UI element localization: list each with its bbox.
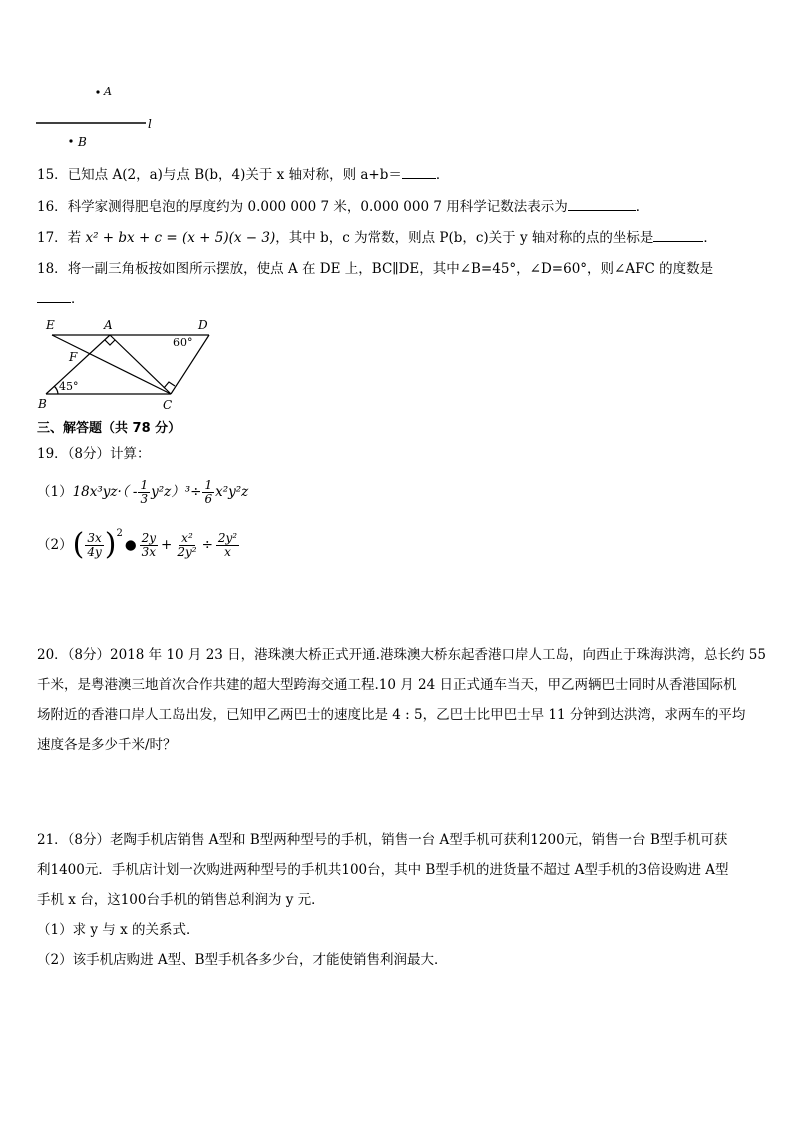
label-f: F bbox=[69, 350, 78, 364]
q19-p1-term-c: x²y²z bbox=[215, 484, 249, 500]
q15-tail: ． bbox=[435, 167, 450, 183]
q19-p1-fraction-1 bbox=[138, 479, 150, 506]
line-l-label: l bbox=[148, 117, 152, 131]
point-b-label: B bbox=[78, 135, 87, 149]
question-21 bbox=[37, 825, 759, 975]
q19-p1-label: （1） bbox=[37, 484, 73, 500]
q19-p2-plus: + bbox=[161, 537, 173, 553]
frac-num: 3x bbox=[87, 530, 102, 545]
label-angle-45: 45° bbox=[59, 380, 79, 393]
q17-equation: x² + bx + c = (x + 5)(x − 3) bbox=[85, 230, 276, 246]
point-a-label: A bbox=[104, 85, 112, 98]
question-15 bbox=[37, 165, 449, 185]
question-17 bbox=[37, 228, 717, 248]
q19-p2-fraction-4 bbox=[216, 532, 239, 559]
q15-number: 15． bbox=[37, 167, 68, 183]
q21-line-1: 21．（8分）老陶手机店销售 A型和 B型两种型号的手机，销售一台 A型手机可获利1200元，销售一台 B型手机可获 bbox=[37, 832, 728, 848]
q19-p2-dot: ● bbox=[124, 537, 137, 553]
frac-den: x bbox=[224, 544, 231, 559]
q17-number: 17． bbox=[37, 230, 68, 246]
q16-number: 16． bbox=[37, 199, 68, 215]
q19-p2-exponent: 2 bbox=[116, 528, 123, 539]
frac-den: 4y bbox=[87, 544, 102, 559]
right-angle-a bbox=[105, 340, 115, 345]
right-paren: ) bbox=[104, 527, 117, 562]
frac-num: x² bbox=[181, 530, 193, 545]
q19-p1-term-b: y²z）³÷ bbox=[151, 484, 202, 500]
label-angle-60: 60° bbox=[173, 336, 193, 349]
frac-den: 6 bbox=[204, 491, 213, 506]
q19-p2-divide: ÷ bbox=[201, 537, 213, 553]
q18-text: 将一副三角板按如图所示摆放，使点 A 在 DE 上，BC∥DE，其中∠B=45°，∠D=60°，则∠AFC 的度数是 bbox=[67, 261, 714, 277]
q21-part-1: （1）求 y 与 x 的关系式． bbox=[37, 922, 200, 938]
q21-part-2: （2）该手机店购进 A型、B型手机各多少台，才能使销售利润最大． bbox=[37, 952, 448, 968]
label-a: A bbox=[104, 318, 113, 332]
frac-num: 2y² bbox=[217, 530, 238, 545]
q18-answer-blank bbox=[37, 290, 71, 303]
q19-p1-fraction-2 bbox=[202, 479, 214, 506]
q21-line-3: 手机 x 台，这100台手机的销售总利润为 y 元． bbox=[37, 892, 325, 908]
q19-p2-fraction-3 bbox=[175, 532, 198, 559]
point-b-dot bbox=[69, 139, 72, 142]
section-3-title: 三、解答题（共 78 分） bbox=[37, 421, 182, 436]
q20-line-3: 场附近的香港口岸人工岛出发，已知甲乙两巴士的速度比是 4 : 5，乙巴士比甲巴士早 11 分钟到达洪湾，求两车的平均 bbox=[37, 707, 746, 723]
q19-p1-term-a: 18x³yz·（ - bbox=[72, 484, 138, 500]
q20-line-2: 千米，是粤港澳三地首次合作共建的超大型跨海交通工程.10 月 24 日正式通车当天，甲乙两辆巴士同时从香港国际机 bbox=[37, 677, 737, 693]
frac-num: 1 bbox=[140, 477, 149, 492]
q21-line-2: 利1400元．手机店计划一次购进两种型号的手机共100台，其中 B型手机的进货量不超过 A型手机的3倍设购进 A型 bbox=[37, 862, 729, 878]
q19-p2-fraction-2 bbox=[140, 532, 158, 559]
question-16 bbox=[37, 197, 649, 217]
question-18 bbox=[37, 259, 713, 279]
q19-part2 bbox=[37, 522, 240, 568]
point-a-dot bbox=[96, 90, 99, 93]
q19-header: 19．（8分）计算： bbox=[37, 446, 151, 462]
q15-text: 已知点 A(2，a)与点 B(b，4)关于 x 轴对称，则 a+b＝ bbox=[67, 167, 402, 183]
q16-text: 科学家测得肥皂泡的厚度约为 0.000 000 7 米，0.000 000 7 用科学记数法表示为 bbox=[67, 199, 568, 215]
q18-number: 18． bbox=[37, 261, 68, 277]
frac-num: 2y bbox=[141, 530, 157, 545]
frac-den: 2y² bbox=[177, 544, 197, 559]
points-line-svg bbox=[36, 84, 166, 154]
label-e: E bbox=[46, 318, 55, 332]
left-paren: ( bbox=[72, 527, 85, 562]
frac-den: 3 bbox=[140, 491, 149, 506]
q20-line-1: 20．（8分）2018 年 10 月 23 日，港珠澳大桥正式开通.港珠澳大桥东起香港口岸人工岛，向西止于珠海洪湾，总长约 55 bbox=[37, 647, 766, 663]
figure-points-line bbox=[36, 84, 166, 154]
angle-arc-b bbox=[54, 386, 58, 394]
q20-line-4: 速度各是多少千米/时？ bbox=[37, 737, 177, 753]
frac-num: 1 bbox=[204, 477, 213, 492]
q16-tail: ． bbox=[635, 199, 650, 215]
q17-tail: ． bbox=[703, 230, 717, 246]
q17-text: ，其中 b，c 为常数，则点 P(b，c)关于 y 轴对称的点的坐标是 bbox=[275, 230, 654, 246]
q17-pre: 若 bbox=[67, 230, 86, 246]
segment-ac bbox=[110, 335, 171, 394]
question-20 bbox=[37, 640, 766, 760]
q17-answer-blank bbox=[653, 229, 703, 242]
q19-p2-fraction-1 bbox=[85, 532, 103, 559]
q19-p2-label: （2） bbox=[37, 537, 73, 553]
label-b: B bbox=[38, 397, 47, 411]
label-c: C bbox=[163, 398, 173, 412]
right-angle-c bbox=[164, 382, 175, 388]
question-18-line2 bbox=[37, 289, 85, 309]
label-d: D bbox=[198, 318, 208, 332]
q19-part1 bbox=[37, 476, 248, 508]
q18-tail: ． bbox=[71, 291, 85, 307]
q16-answer-blank bbox=[568, 198, 636, 211]
frac-den: 3x bbox=[141, 544, 157, 559]
q15-answer-blank bbox=[402, 166, 436, 179]
